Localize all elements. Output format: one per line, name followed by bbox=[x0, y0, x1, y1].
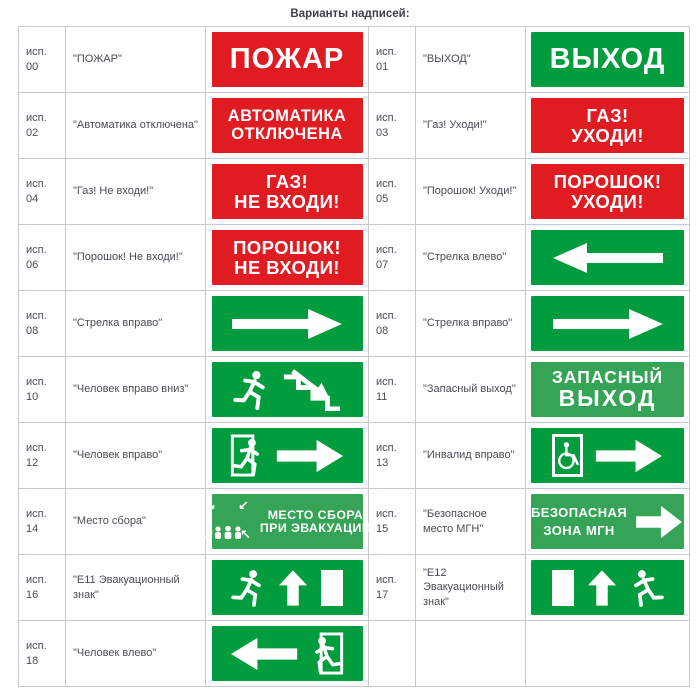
exec-code: исп. 11 bbox=[369, 357, 416, 423]
sign-text: МЕСТО СБОРА bbox=[267, 507, 364, 522]
sign-cell bbox=[526, 291, 690, 357]
right-arrow-icon bbox=[274, 436, 344, 476]
sign-description: "Инвалид вправо" bbox=[416, 423, 526, 489]
exec-code: исп. 18 bbox=[19, 621, 66, 687]
sign-cell bbox=[206, 93, 369, 159]
sign-description: "Автоматика отключена" bbox=[66, 93, 206, 159]
sign-automatics-off bbox=[212, 98, 363, 153]
right-arrow-icon bbox=[225, 304, 349, 344]
sign-arrow-right bbox=[212, 296, 363, 351]
sign-cell bbox=[526, 423, 690, 489]
sign-description: "Человек вправо вниз" bbox=[66, 357, 206, 423]
sign-description: "Стрелка вправо" bbox=[416, 291, 526, 357]
exec-code: исп. 15 bbox=[369, 489, 416, 555]
sign-cell bbox=[206, 291, 369, 357]
sign-description: "Порошок! Уходи!" bbox=[416, 159, 526, 225]
door-icon bbox=[321, 570, 343, 606]
stairs-down-arrow-icon bbox=[279, 368, 341, 411]
exec-code: исп. 14 bbox=[19, 489, 66, 555]
exec-code: исп. 13 bbox=[369, 423, 416, 489]
sign-e11-evacuation bbox=[212, 560, 363, 615]
sign-man-down-right bbox=[212, 362, 363, 417]
up-arrow-icon bbox=[587, 569, 617, 607]
sign-description: "Человек влево" bbox=[66, 621, 206, 687]
sign-man-right bbox=[212, 428, 363, 483]
sign-text: ГАЗ! bbox=[265, 171, 309, 193]
exec-code: исп. 08 bbox=[19, 291, 66, 357]
sign-description: "Безопасное место МГН" bbox=[416, 489, 526, 555]
sign-powder-no-entry bbox=[212, 230, 363, 285]
sign-description: "Стрелка влево" bbox=[416, 225, 526, 291]
wheelchair-icon bbox=[556, 440, 580, 472]
right-arrow-icon bbox=[634, 502, 684, 542]
running-man-icon bbox=[231, 568, 265, 608]
sign-exit bbox=[531, 32, 684, 87]
sign-text: ПОРОШОК! bbox=[233, 237, 341, 259]
exit-door-man-icon bbox=[230, 434, 264, 477]
sign-cell bbox=[526, 555, 690, 621]
left-arrow-icon bbox=[546, 238, 670, 278]
exec-code: исп. 06 bbox=[19, 225, 66, 291]
exit-door-man-icon bbox=[310, 632, 344, 675]
running-man-icon bbox=[233, 369, 269, 411]
sign-gas-leave bbox=[531, 98, 684, 153]
sign-man-left bbox=[212, 626, 363, 681]
sign-description: "Порошок! Не входи!" bbox=[66, 225, 206, 291]
door-frame-icon bbox=[552, 434, 583, 477]
sign-text: ВЫХОД bbox=[558, 384, 657, 411]
right-arrow-icon bbox=[593, 436, 663, 476]
exec-code: исп. 16 bbox=[19, 555, 66, 621]
sign-safe-zone-mgn bbox=[531, 494, 684, 549]
sign-cell bbox=[526, 621, 690, 687]
sign-text: ЗАПАСНЫЙ bbox=[551, 367, 664, 388]
exec-code: исп. 17 bbox=[369, 555, 416, 621]
sign-description: "Газ! Не входи!" bbox=[66, 159, 206, 225]
sign-description: "Стрелка вправо" bbox=[66, 291, 206, 357]
exec-code bbox=[369, 621, 416, 687]
sign-arrow-right bbox=[531, 296, 684, 351]
sign-description: "ПОЖАР" bbox=[66, 27, 206, 93]
sign-variants-table bbox=[18, 26, 690, 687]
exec-code: исп. 05 bbox=[369, 159, 416, 225]
sign-assembly-point bbox=[202, 494, 372, 549]
sign-cell bbox=[526, 225, 690, 291]
sign-text: НЕ ВХОДИ! bbox=[234, 190, 340, 212]
exec-code: исп. 00 bbox=[19, 27, 66, 93]
sign-description: "Е12 Эвакуационный знак" bbox=[416, 555, 526, 621]
sign-cell bbox=[526, 489, 690, 555]
exec-code: исп. 12 bbox=[19, 423, 66, 489]
sign-cell bbox=[526, 357, 690, 423]
sign-description: "ВЫХОД" bbox=[416, 27, 526, 93]
sign-cell bbox=[206, 225, 369, 291]
sign-fire bbox=[212, 32, 363, 87]
exec-code: исп. 02 bbox=[19, 93, 66, 159]
sign-description: "Газ! Уходи!" bbox=[416, 93, 526, 159]
sign-text: УХОДИ! bbox=[571, 124, 644, 146]
sign-emergency-exit bbox=[531, 362, 684, 417]
sign-disabled-right bbox=[531, 428, 684, 483]
assembly-point-icon: ↘ ↙ ↗ ↖ bbox=[202, 498, 251, 543]
sign-text: ПОЖАР bbox=[229, 43, 345, 76]
sign-text: УХОДИ! bbox=[571, 190, 644, 212]
sign-text: ГАЗ! bbox=[586, 105, 629, 127]
sign-e12-evacuation bbox=[531, 560, 684, 615]
sign-text: НЕ ВХОДИ! bbox=[234, 256, 340, 278]
sign-description: "Запасный выход" bbox=[416, 357, 526, 423]
sign-description bbox=[416, 621, 526, 687]
sign-text: БЕЗОПАСНАЯ bbox=[531, 504, 628, 520]
sign-description: "Место сбора" bbox=[66, 489, 206, 555]
exec-code: исп. 10 bbox=[19, 357, 66, 423]
sign-cell bbox=[206, 555, 369, 621]
exec-code: исп. 04 bbox=[19, 159, 66, 225]
sign-cell bbox=[526, 93, 690, 159]
sign-text: ОТКЛЮЧЕНА bbox=[231, 124, 343, 143]
up-arrow-icon bbox=[278, 569, 308, 607]
sign-cell bbox=[202, 489, 372, 555]
running-man-icon bbox=[630, 568, 664, 608]
left-arrow-icon bbox=[230, 634, 300, 674]
people-group-icon bbox=[213, 526, 243, 539]
sign-cell bbox=[206, 159, 369, 225]
sign-gas-no-entry bbox=[212, 164, 363, 219]
sign-description: "Е11 Эвакуационный знак" bbox=[66, 555, 206, 621]
page-title: Варианты надписей: bbox=[290, 8, 410, 20]
exec-code: исп. 08 bbox=[369, 291, 416, 357]
sign-text: АВТОМАТИКА bbox=[227, 107, 347, 126]
sign-cell bbox=[526, 27, 690, 93]
sign-powder-leave bbox=[531, 164, 684, 219]
sign-text: ПРИ ЭВАКУАЦИИ bbox=[259, 520, 372, 535]
sign-cell bbox=[206, 423, 369, 489]
sign-description: "Человек вправо" bbox=[66, 423, 206, 489]
sign-text: ВЫХОД bbox=[549, 43, 666, 76]
exec-code: исп. 07 bbox=[369, 225, 416, 291]
exec-code: исп. 03 bbox=[369, 93, 416, 159]
exec-code: исп. 01 bbox=[369, 27, 416, 93]
sign-cell bbox=[206, 357, 369, 423]
door-icon bbox=[552, 570, 574, 606]
right-arrow-icon bbox=[546, 304, 670, 344]
sign-text: ПОРОШОК! bbox=[553, 171, 662, 193]
sign-cell bbox=[206, 27, 369, 93]
sign-cell bbox=[206, 621, 369, 687]
sign-cell bbox=[526, 159, 690, 225]
sign-text: ЗОНА МГН bbox=[543, 522, 615, 538]
sign-arrow-left bbox=[531, 230, 684, 285]
